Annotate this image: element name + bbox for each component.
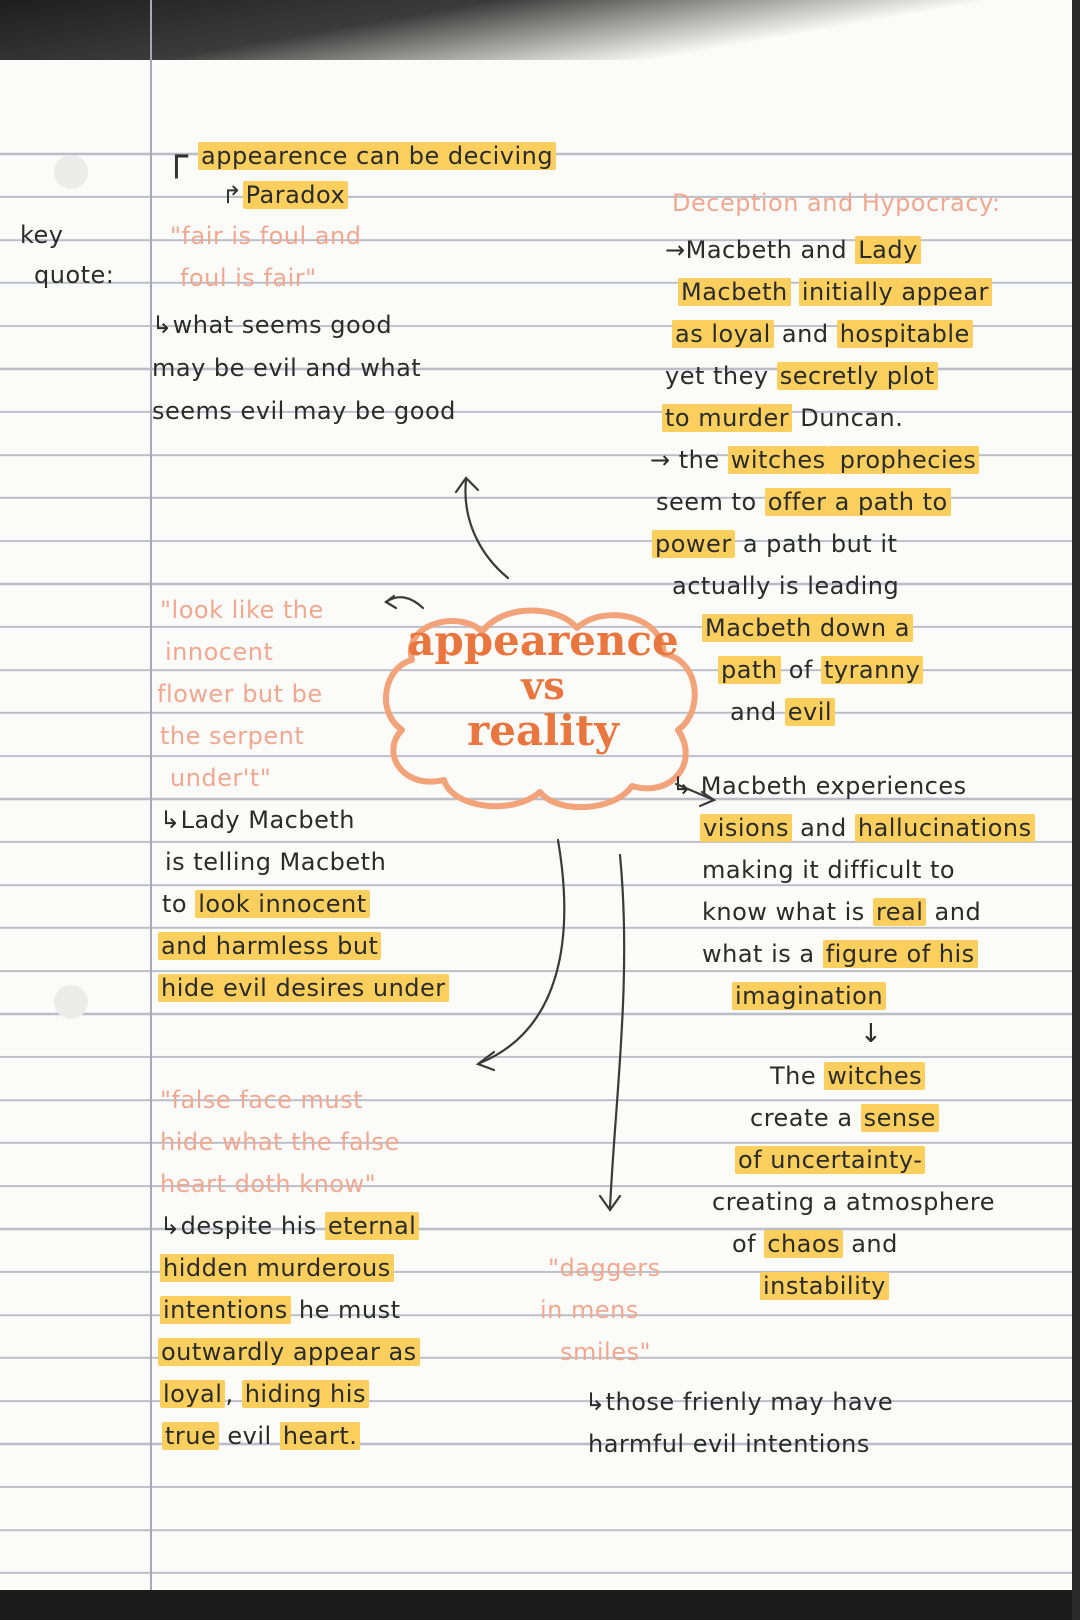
- quote-line: in mens: [540, 1296, 639, 1324]
- highlight: hiding his: [242, 1380, 369, 1408]
- deception-line: actually is leading: [672, 572, 900, 600]
- quote-line: foul is fair": [180, 264, 317, 292]
- arrow-icon: ↱: [222, 181, 243, 209]
- highlight: figure of his: [823, 940, 978, 968]
- text-span: to: [162, 890, 196, 918]
- quote-line: "daggers: [548, 1254, 661, 1282]
- highlight: offer a path to: [765, 488, 951, 516]
- highlight: sense: [861, 1104, 939, 1132]
- highlight: hide evil desires under: [158, 974, 449, 1002]
- text-span: he must: [290, 1296, 401, 1324]
- highlight: tyranny: [821, 656, 923, 684]
- text-span: and: [791, 814, 855, 842]
- paradox-sub: Paradox: [243, 181, 349, 209]
- highlight: hallucinations: [855, 814, 1035, 842]
- explain-line: ↳what seems good: [152, 311, 393, 339]
- vision-line: creating a atmosphere: [712, 1188, 995, 1216]
- highlight: look innocent: [195, 890, 369, 918]
- title-line-3: reality: [467, 706, 619, 755]
- text-span: of: [780, 656, 821, 684]
- text-span: seem to: [656, 488, 765, 516]
- arrow-up: [465, 480, 508, 578]
- highlight: path: [718, 656, 781, 684]
- highlight: as loyal: [672, 320, 774, 348]
- text-span: create a: [750, 1104, 861, 1132]
- explain-line: ↳Lady Macbeth: [160, 806, 355, 834]
- title-line-2: vs: [521, 663, 565, 708]
- highlight: heart.: [280, 1422, 361, 1450]
- highlight: prophecies: [829, 446, 980, 474]
- quote-line: innocent: [165, 638, 274, 666]
- text-span: and: [926, 898, 982, 926]
- quote-line: "fair is foul and: [170, 222, 362, 250]
- highlight: witches: [824, 1062, 925, 1090]
- text-span: evil: [219, 1422, 280, 1450]
- highlight: secretly plot: [777, 362, 938, 390]
- quote-line: heart doth know": [160, 1170, 377, 1198]
- vision-line: making it difficult to: [702, 856, 956, 884]
- quote-line: "look like the: [160, 596, 324, 624]
- text-span: a path but it: [734, 530, 898, 558]
- highlight: witches: [728, 446, 829, 474]
- highlight: intentions: [160, 1296, 291, 1324]
- highlight: of uncertainty-: [735, 1146, 925, 1174]
- highlight: chaos: [764, 1230, 843, 1258]
- highlight: visions: [700, 814, 792, 842]
- down-arrow-icon: ↓: [860, 1019, 883, 1049]
- highlight: true: [162, 1422, 219, 1450]
- explain-line: harmful evil intentions: [588, 1430, 870, 1458]
- explain-line: may be evil and what: [152, 354, 422, 382]
- explain-line: seems evil may be good: [152, 397, 456, 425]
- text-span: Duncan.: [792, 404, 904, 432]
- arrow-right: [676, 784, 714, 800]
- margin-key: key: [20, 221, 64, 249]
- highlight: hidden murderous: [160, 1254, 394, 1282]
- highlight: and harmless but: [158, 932, 381, 960]
- explain-line: ↳those frienly may have: [585, 1388, 894, 1416]
- arrow-down-left: [480, 840, 564, 1063]
- highlight: real: [873, 898, 926, 926]
- highlight: power: [652, 530, 735, 558]
- text-span: → the: [650, 446, 728, 474]
- highlight: outwardly appear as: [158, 1338, 420, 1366]
- text-span: The: [770, 1062, 825, 1090]
- text-span: and: [773, 320, 837, 348]
- highlight: evil: [785, 698, 835, 726]
- photo-shadow-bottom: [0, 1590, 1080, 1620]
- highlight: eternal: [325, 1212, 419, 1240]
- title-line-1: appearence: [407, 616, 679, 665]
- paradox-heading: appearence can be deciving: [198, 142, 556, 170]
- highlight: loyal: [160, 1380, 225, 1408]
- text-span: →Macbeth and: [665, 236, 856, 264]
- arrow-down: [610, 855, 624, 1208]
- explain-line: is telling Macbeth: [165, 848, 387, 876]
- bracket-arrow-icon: ┌: [165, 134, 189, 178]
- highlight: initially appear: [799, 278, 992, 306]
- highlight: to murder: [662, 404, 792, 432]
- text-span: and: [843, 1230, 898, 1258]
- quote-line: the serpent: [160, 722, 305, 750]
- text-span: and: [730, 698, 785, 726]
- highlight: hospitable: [837, 320, 973, 348]
- deception-heading: Deception and Hypocracy:: [672, 189, 1001, 217]
- text-span: what is a: [702, 940, 823, 968]
- text-span: know what is: [702, 898, 873, 926]
- text-span: ,: [225, 1380, 242, 1408]
- quote-line: smiles": [560, 1338, 652, 1366]
- text-span: ↳despite his: [160, 1212, 325, 1240]
- highlight: Lady: [855, 236, 921, 264]
- photo-shadow-right: [1072, 0, 1080, 1620]
- vision-line: ↳ Macbeth experiences: [672, 772, 967, 800]
- quote-line: hide what the false: [160, 1128, 400, 1156]
- highlight: imagination: [732, 982, 886, 1010]
- margin-quote: quote:: [34, 261, 115, 289]
- highlight: instability: [760, 1272, 889, 1300]
- text-span: of: [732, 1230, 765, 1258]
- arrow-up-head: [456, 478, 478, 492]
- quote-line: under't": [170, 764, 272, 792]
- highlight: Macbeth down a: [702, 614, 913, 642]
- text-span: yet they: [665, 362, 777, 390]
- highlight: Macbeth: [678, 278, 791, 306]
- quote-line: flower but be: [157, 680, 323, 708]
- quote-line: "false face must: [160, 1086, 364, 1114]
